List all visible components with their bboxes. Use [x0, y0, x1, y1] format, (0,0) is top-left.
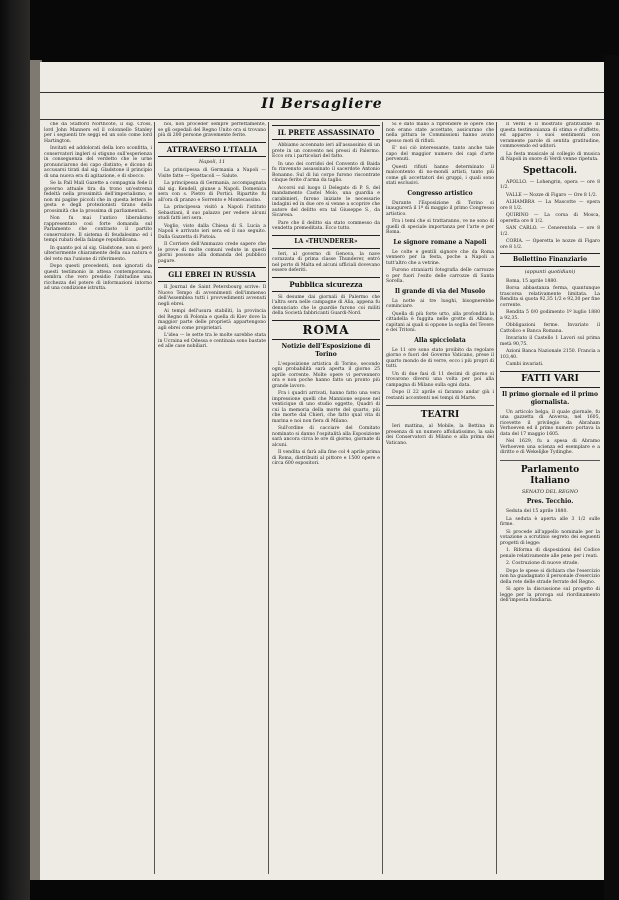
article-paragraph: Furono straniarti fotografia delle carrozze o per fuori l'esito delle carrozze di Santa Sorella.: [386, 268, 494, 284]
article-paragraph: La principessa visitò a Napoli l'istituto Sebastiani, il suo palazzo per vedere alcuni studi fatti ieri sera.: [158, 205, 266, 221]
column-5: [500, 122, 600, 874]
article-paragraph: VALLE — Nozze di Figaro — Ore 8 1/2.: [506, 192, 598, 198]
article-paragraph: Fra i temi che si trattaranno, ve ne sono di quelli di speciale importanza per l'arte e per Roma.: [386, 219, 494, 235]
article-paragraph: Dopo le spese si dichiara che l'esercizio non ha guadagnato il personale d'esercizio della rete delle strade ferrate del Regno.: [500, 568, 600, 585]
article-paragraph: Dopo questi precedenti, non ignorati da questi testimonio in attesa contemporanea, sembra che vero presidio l'abitudine una ricchezza del potere di informazioni intorno ad una condizione istrutta.: [44, 264, 152, 291]
article-paragraph: Rendita 5 0/0 godimento 1º luglio 1880 a 92,35.: [500, 310, 600, 321]
article-paragraph: ALHAMBRA — La Mascotte — opera ore 8 1/2.: [500, 200, 600, 211]
article-paragraph: L'esposizione artistica di Torino, secondo ogni probabilità sarà aperta il giorno 25 aprile corrente. Molte opere vi pervennero ora e non poche hanno fatto un pronto più grande lavoro.: [272, 361, 380, 389]
article-paragraph: Ieri mattina, al Mobile, la Bettina in presenza di un numero affoliatissimo, la sala dei Conservatori di Milano e alla prima del Vaticano.: [386, 424, 494, 446]
article-paragraph: Obbligazioni ferme. Invariato il Cattolico e Banca Romana.: [500, 323, 600, 334]
column-1: [44, 122, 152, 874]
divider: [500, 460, 600, 461]
column-rule: [496, 122, 497, 874]
section-heading-large: ROMA: [272, 320, 380, 340]
article-paragraph: La notte ai tre luoghi, bisognerebbe cominciare.: [386, 298, 494, 309]
column-4: [386, 122, 494, 874]
article-paragraph: La seduta è aperta alle 3 1/2 sulle firme.: [500, 516, 600, 527]
article-paragraph: Seduta del 15 aprile 1880.: [506, 509, 568, 514]
article-paragraph: Roma, 15 aprile 1880.: [506, 278, 558, 284]
section-heading: TEATRI: [420, 410, 460, 420]
column-rule: [382, 122, 383, 874]
section-heading: IL PRETE ASSASSINATO: [272, 125, 380, 140]
scan-background-top: [30, 0, 619, 60]
section-subheading: Napoli, 11: [198, 158, 226, 165]
article-paragraph: CORIA. — Operetta le nozze di Figaro ore 8 1/2.: [500, 239, 600, 250]
article-paragraph: Ieri, al governo di Genova, la nave corazzata di prima classe Thunderer, entrò nel porto di Malta ed alcuni ufficiali dovevano essere deferiti.: [272, 251, 380, 273]
article-paragraph: Azioni Banca Nazionale 2150. Francia a 103,40.: [500, 349, 600, 360]
article-paragraph: Se la Pall Mall Gazette a compagnia fede il governo attuale tira da trono un'estrema fedeltà nella prossimità dell'imperialismo, e non mi pagine piccoli che in questa lettera le gesta e degli protezionisti tirano della prossimità che la prossima di parliamentari.: [44, 181, 152, 214]
divider: [386, 405, 494, 406]
article-paragraph: Sull'ordine di cacciare del Comitato nominato si danno l'ospitalità alla Esposizione sarà ancora circa le ore di giorno, giornate di alcuni.: [272, 426, 380, 448]
column-rule: [268, 122, 269, 874]
article-paragraph: che da Stafford Northcote, il sig. Cross, lord John Manners ed il colonnello Stanley per i seguenti tre seggi ed un solo come lord Hartington.: [44, 122, 152, 144]
article-paragraph: Fra i quadri arrivati, hanno fatto una vera impressione quelli che Mannione espose nel venticique di uno studio oggetto, Quadri di cui la memoria della morte del quarto, più che morte dal Chieri, che fatto qual vita di marina e noi non fiera di Milano.: [272, 391, 380, 424]
article-paragraph: Non fu mai l'antico liberalismo rappresentato così forte domanda sul Parlamento che contrasto il partito conservatore. Il sistema di feudalesimo ed i tempi rubati della falange repubblicana.: [44, 216, 152, 243]
section-heading: Pubblica sicurezza: [272, 277, 380, 292]
article-paragraph: 1. Riforma di disposizioni del Codice penale relativamente alle pene per i reati.: [500, 548, 600, 559]
section-heading: LA «THUNDERER»: [272, 235, 380, 249]
article-paragraph: Si è dato mano a riprendere le opere che non erano state accettate, assicurano che nella pittura le Commissioni hanno avuto spesso moti di rifiuti.: [386, 122, 494, 144]
article-paragraph: Si desume dai giornali di Palermo che l'altra sera nelle campagne di Alia, appena fu denunciato che le guardie furono coi militi della Società fabbricanti Guardi-Nord.: [272, 294, 380, 316]
article-paragraph: noi, non proceder sempre perfettamente, se gli ospedali del Regno Unito ora si trovano più di 200 persone gravemente ferite.: [158, 122, 266, 138]
article-paragraph: Un articolo belga, il quale giornale, fu una gazzetta di Anversa, nel 1605, ricevette il privilegio da Abraham Verhoeven ed il primo numero portava la data del 17 maggio 1605.: [500, 409, 600, 437]
article-paragraph: In uno dei corridoi del Convento di Baida fu rinvenuto assassinato il sacerdote Antonio Bonanno. Sul di lui corpo furono riscontrate cinque ferite d'arma da taglio.: [272, 161, 380, 183]
section-heading: Parlamento Italiano: [520, 464, 580, 486]
section-heading: GLI EBREI IN RUSSIA: [158, 267, 266, 282]
article-paragraph: Questi rifiuti hanno determinato il malcontento di no-mondi artisti, tanto più come gli accettatori dei gruppi, i quali sono stati esclusivi.: [386, 164, 494, 186]
article-paragraph: SAN CARLO. — Cenerentola — ore 8 1/2.: [500, 226, 600, 237]
article-paragraph: Quella di più forte urto, alla profondità la cittadella è fuggita nelle grotte di Albano, capitani ai quali si oppone la soglia del Tevere e dei Tritoni.: [386, 311, 494, 333]
section-heading: FATTI VARI: [500, 371, 600, 388]
article-paragraph: Invitati ed addolorati della loro sconfitta, i conservatori ingleri si stiguno sull'esperienza in conseguenza del verdetto che le urne pronunciarono dei capo distinto; e dicono di accusarsi tirati dal sig. Gladstone il principio di una nuova era di agitazione, e di sbocco.: [44, 146, 152, 179]
section-heading: Bollettino Finanziario: [500, 253, 600, 267]
section-heading: Pres. Tecchio.: [526, 498, 574, 505]
column-3: [272, 122, 380, 874]
article-paragraph: Il Journal de Saint Petersbourg scrive: Il Nuovo Tempo di avvenimenti dell'immenso dell'Assemblea tutti i provvedimenti avvenuti negli ebrei.: [158, 285, 266, 307]
section-heading: Il grande di via del Musolo: [394, 287, 486, 295]
section-heading: Spettacoli.: [522, 165, 578, 176]
article-paragraph: Un di due fasi di 11 decimi di giorno si trovarono diversi una volta per poi alla campagna di Milano sulla ogni data.: [386, 371, 494, 388]
article-paragraph: L'idea — le sette tra le molte sarebbe stata in Ucraina ed Odessa e centinaia sono bastate ed alle case nobiliari.: [158, 333, 266, 349]
article-paragraph: Dopo il 22 aprile si faranno andar giù i restanti accontenti nei tempi di Marte.: [386, 390, 494, 401]
article-paragraph: Durante l'Esposizione di Torino si inaugurerà il 1º di maggio il primo Congresso artistico.: [386, 200, 494, 217]
article-paragraph: Le colte e gentili signore che da Roma vennero per la festa, poche a Napoli a tutt'altro che a vetrine.: [386, 249, 494, 266]
section-heading: ATTRAVERSO L'ITALIA: [158, 142, 266, 157]
section-heading: Alla spicciolata: [414, 336, 466, 344]
article-paragraph: Abbiamo accennato ieri all'assassinio di un prete in un convento nei pressi di Palermo. Ecco ora i particolari del fatto.: [272, 143, 380, 159]
article-paragraph: Invariato il Castello 1 Lavori sul prima metà 90,75.: [500, 336, 600, 347]
article-paragraph: Si apre la discussione sul progetto di legge per la proroga sul riordinamento dell'imposta fondiaria.: [500, 587, 600, 603]
section-heading: Il primo giornale ed il primo giornalista.: [501, 390, 599, 406]
article-paragraph: Le 11 ore sono stato proibito da regolare giorno e fuori del Governo Vaticano, prese il quarto mondo de di verre, ecco i più propri di tutti.: [386, 347, 494, 369]
article-paragraph: La principessa di Germania a Napoli — Visite fatte — Spettacoli — Salute.: [158, 168, 266, 179]
section-heading: Notizie dell'Esposizione di Torino: [281, 342, 371, 358]
article-paragraph: Il Corriere dell'Ammazzo crede sapere che le prove di molte comuni vedute in questi giorni possono alla domanda del pubblico pagare.: [158, 242, 266, 264]
page-header: [40, 92, 604, 120]
scan-background-left: [0, 0, 30, 900]
article-paragraph: La festa musicale al collegio di musica di Napoli in onore di Verdi venne ripetuta.: [500, 151, 600, 162]
article-paragraph: Si procede all'appello nominale per la votazione a scrutinio segreto dei seguenti progetti di legge:: [500, 529, 600, 546]
article-paragraph: APOLLO. — Lohengrin, opera — ore 8 1/2.: [500, 179, 600, 190]
article-paragraph: Il Verdi e il mostrato gratitudine di questa testimonianza di stima e d'affetto, ed apparve i suoi sentimenti con veramente parole di sentita gratitudine, commovendo ed uditori.: [500, 122, 600, 149]
section-heading: Le signore romane a Napoli: [393, 238, 487, 246]
masthead-title: Il Bersagliere: [261, 96, 383, 112]
article-paragraph: Borsa abbastanza ferma, quantunque trascorsa relativamente limitata. La Rendita si quota 92,35 1/2 e 92,30 per fine corrente.: [500, 286, 600, 308]
article-paragraph: 2. Costruzione di nuove strade.: [506, 561, 579, 566]
article-paragraph: La principessa di Germania, accompagnata dal sig. Kendell, giunse a Napoli. Domenica sera con s. Pietro di Portici. Ripartite fu all'ora di pranzo e Sorrento e Montecassino.: [158, 181, 266, 203]
article-paragraph: QUIRINO — La corsa di Mosca, operetta ore 8 1/2.: [500, 213, 600, 224]
newspaper-page: [40, 62, 604, 880]
article-paragraph: In quanto poi al sig. Gladstone, non si però ulteriormente chiaramente della sua natura e del veto ma l'unione di riferimento.: [44, 245, 152, 262]
column-rule: [154, 122, 155, 874]
article-paragraph: Nel 1629, fu a spesa di Abramo Verhoeven una scienza ed esemplare e a diritto e di Wekelijke Tydinghe.: [500, 439, 600, 455]
article-paragraph: Cambi invariati.: [506, 362, 544, 367]
section-subheading: SENATO DEL REGNO: [521, 488, 579, 495]
article-paragraph: Pare che il delitto sia stato commesso da vendetta premeditata. Ecco tutto.: [272, 220, 380, 231]
article-paragraph: Il vendita si farà alla fine col 4 aprile prima di Roma, distribuiti al pittore e 1500 opere e circa 600 espositori.: [272, 450, 380, 466]
article-paragraph: Ai tempi dell'usura stabiliti, la provincia del Regno di Polonia e quella di Kiev dove la maggior parte delle proprietà appartengono agli ebrei come proprietari.: [158, 309, 266, 331]
column-2: [158, 122, 266, 874]
article-paragraph: E' noi ciò interessante, tanto anche tale capo del maggior numero dei capi d'arte pervenuti.: [386, 146, 494, 162]
scan-background-right: [604, 55, 619, 900]
article-paragraph: Voglio, visto dalla Chiesa di S. Lucia a Napoli è arrivato ieri sera ed il suo seguito. Dalla Gazzetta di Pistoia.: [158, 223, 266, 240]
section-subheading: (appunti quotidiani): [524, 269, 576, 275]
article-paragraph: Accorsi sul luogo il Delegato di P. S. del mandamento Castel Molo, una guardia e carabinieri, furono iniziate le necessarie indagini ed in due ore si venne a scoprire che autore del delitto era tal Giuseppe S., da Sicaresa.: [272, 185, 380, 218]
section-heading: Congresso artistico: [407, 189, 473, 197]
